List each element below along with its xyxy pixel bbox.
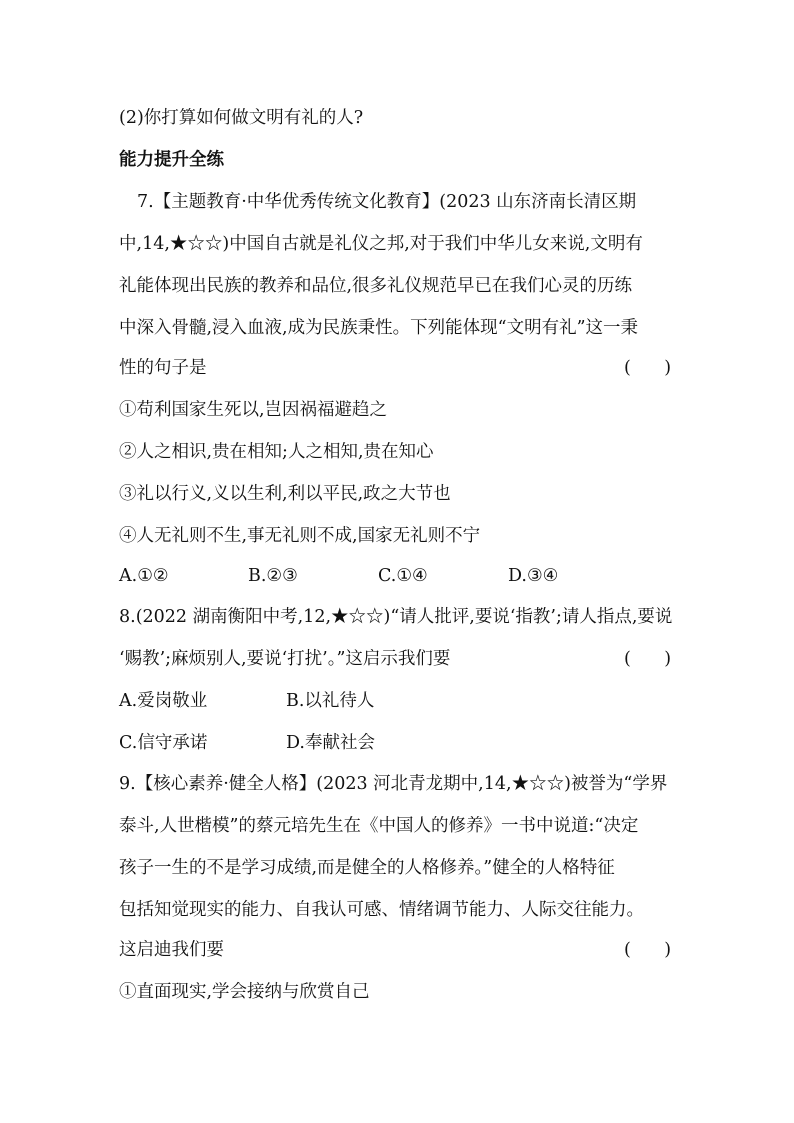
q8-option-b: B.以礼待人 (286, 691, 375, 711)
q7-option-c: C.①④ (378, 566, 428, 586)
q9-line-4: 包括知觉现实的能力、自我认可感、情绪调节能力、人际交往能力。 (119, 900, 644, 920)
section-title: 能力提升全练 (119, 150, 224, 170)
q7-statement-1: ①苟利国家生死以,岂因祸福避趋之 (119, 400, 388, 420)
q7-line-5: 性的句子是 (119, 358, 207, 378)
q8-line-1: 8.(2022 湖南衡阳中考,12,★☆☆)“请人批评,要说‘指教’;请人指点,要说 (119, 607, 673, 627)
q9-answer-blank: ( ) (624, 940, 672, 960)
q8-option-d: D.奉献社会 (286, 733, 375, 753)
q9-line-2: 泰斗,人世楷模”的蔡元培先生在《中国人的修养》一书中说道:“决定 (119, 816, 639, 836)
q9-statement-1: ①直面现实,学会接纳与欣赏自己 (119, 982, 370, 1002)
q9-line-1: 9.【核心素养·健全人格】(2023 河北青龙期中,14,★☆☆)被誉为“学界 (119, 774, 668, 794)
q9-line-3: 孩子一生的不是学习成绩,而是健全的人格修养。”健全的人格特征 (119, 858, 615, 878)
q7-option-a: A.①② (119, 566, 169, 586)
intro-question: (2)你打算如何做文明有礼的人? (119, 108, 364, 128)
q7-line-3: 礼能体现出民族的教养和品位,很多礼仪规范早已在我们心灵的历练 (119, 276, 633, 296)
q8-answer-blank: ( ) (624, 649, 672, 669)
q7-line-2: 中,14,★☆☆)中国自古就是礼仪之邦,对于我们中华儿女来说,文明有 (119, 234, 643, 254)
q7-option-d: D.③④ (508, 566, 559, 586)
q7-answer-blank: ( ) (624, 358, 672, 378)
q9-line-5: 这启迪我们要 (119, 940, 224, 960)
q7-line-1: 7.【主题教育·中华优秀传统文化教育】(2023 山东济南长清区期 (137, 192, 637, 212)
q7-statement-3: ③礼以行义,义以生利,利以平民,政之大节也 (119, 484, 451, 504)
q7-line-4: 中深入骨髓,浸入血液,成为民族秉性。下列能体现“文明有礼”这一秉 (119, 318, 639, 338)
q7-statement-2: ②人之相识,贵在相知;人之相知,贵在知心 (119, 442, 434, 462)
q7-statement-4: ④人无礼则不生,事无礼则不成,国家无礼则不宁 (119, 526, 481, 546)
q7-option-b: B.②③ (248, 566, 298, 586)
q8-option-c: C.信守承诺 (119, 733, 208, 753)
q8-option-a: A.爱岗敬业 (119, 691, 208, 711)
q8-line-2: ‘赐教’;麻烦别人,要说‘打扰’。”这启示我们要 (119, 649, 451, 669)
